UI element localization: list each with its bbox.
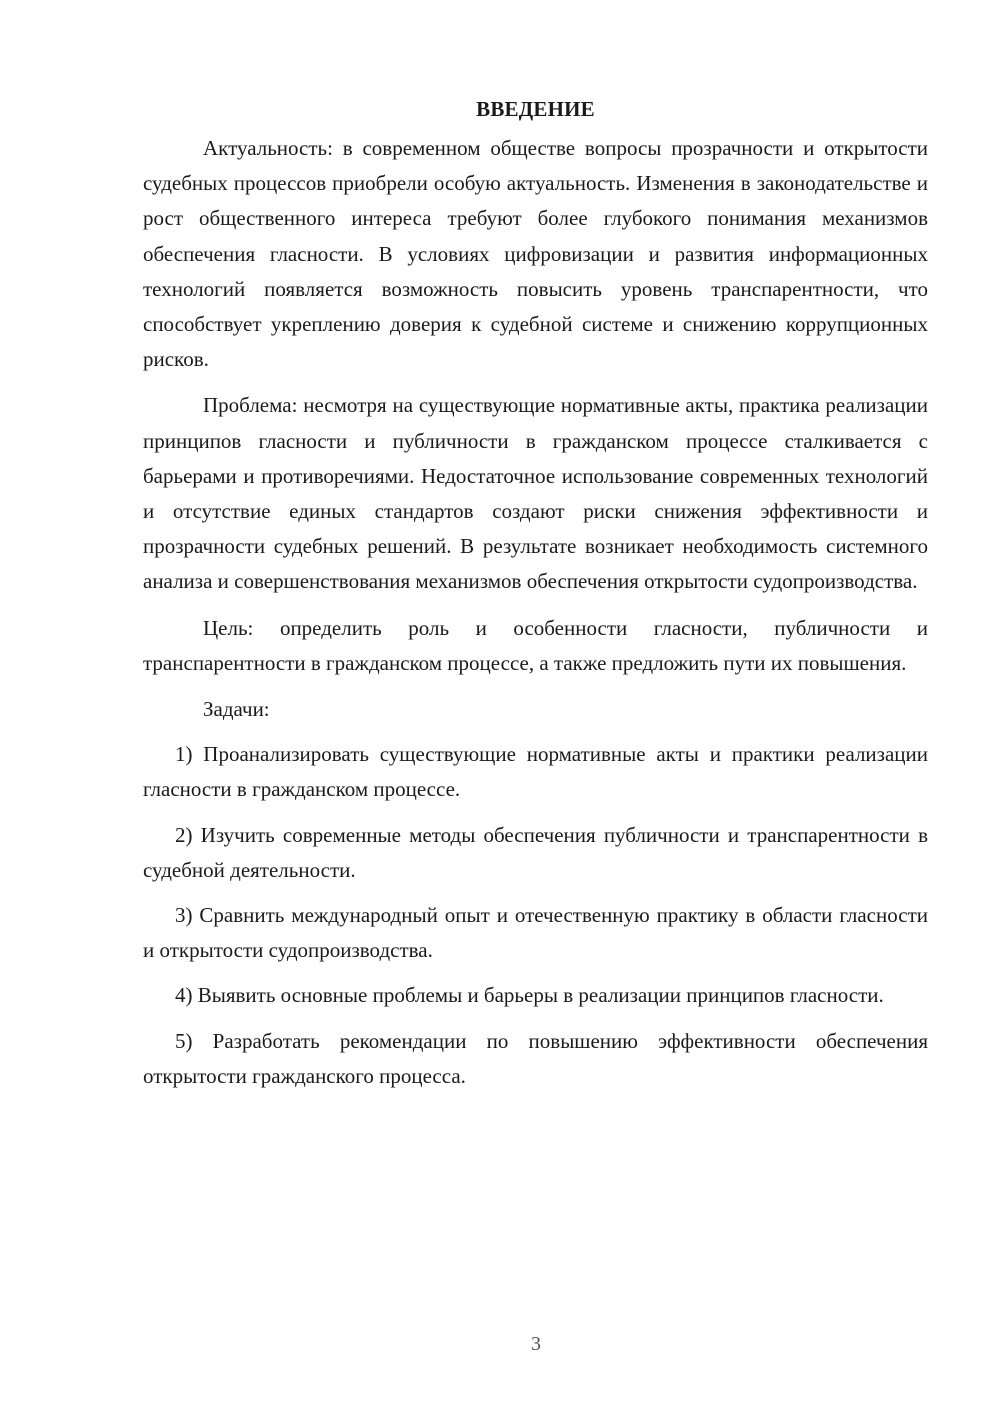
task-item: 1) Проанализировать существующие нормативные акты и практики реализации гласности в гражданском процессе.	[143, 742, 928, 802]
task-item: 4) Выявить основные проблемы и барьеры в реализации принципов гласности.	[175, 983, 884, 1008]
section-heading: ВВЕДЕНИЕ	[476, 97, 595, 121]
task-item: 5) Разработать рекомендации по повышению эффективности обеспечения открытости гражданского процесса.	[143, 1028, 928, 1088]
page-number: 3	[531, 1333, 541, 1355]
page-content	[143, 92, 928, 1104]
paragraph-goal: Цель: определить роль и особенности гласности, публичности и транспарентности в гражданском процессе, а также предложить пути их повышения.	[143, 615, 928, 675]
paragraph-relevance: Актуальность: в современном обществе вопросы прозрачности и открытости судебных процессов приобрели особую актуальность. Изменения в законодательстве и рост общественного интереса требуют более глубокого понимания механизмов обеспечения гласности. В условиях цифровизации и развития информационных технологий появляется возможность повысить уровень транспарентности, что способствует укреплению доверия к судебной системе и снижению коррупционных рисков.	[143, 136, 928, 372]
paragraph-problem: Проблема: несмотря на существующие нормативные акты, практика реализации принципов гласности и публичности в гражданском процессе сталкивается с барьерами и противоречиями. Недостаточное использование современных технологий и отсутствие единых стандартов создают риски снижения эффективности и прозрачности судебных решений. В результате возникает необходимость системного анализа и совершенствования механизмов обеспечения открытости судопроизводства.	[143, 393, 928, 594]
tasks-title: Задачи:	[203, 697, 270, 722]
task-item: 2) Изучить современные методы обеспечения публичности и транспарентности в судебной деятельности.	[143, 822, 928, 882]
task-item: 3) Сравнить международный опыт и отечественную практику в области гласности и открытости судопроизводства.	[143, 903, 928, 963]
